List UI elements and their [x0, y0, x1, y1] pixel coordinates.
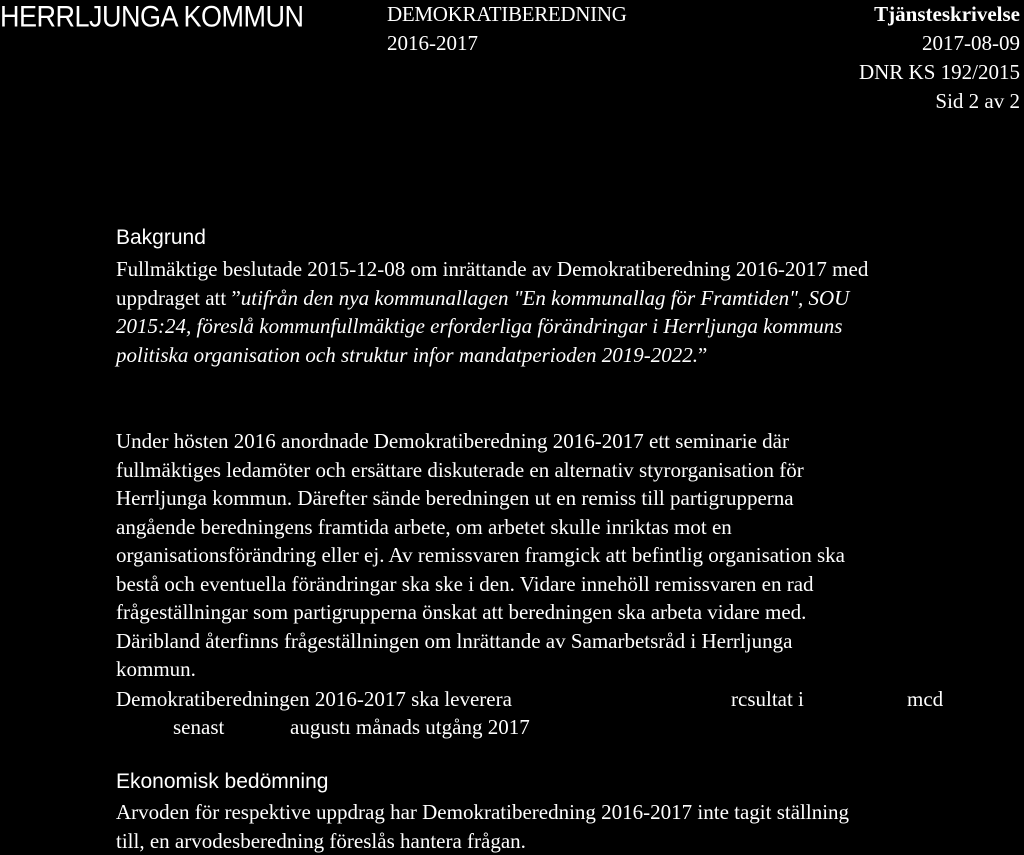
deliverable-fragment: rcsultat i [731, 687, 804, 711]
document-meta [859, 0, 1020, 116]
paragraph-decision [116, 255, 868, 369]
quoted-assignment: utifrån den nya kommunallagen "En kommunallag för Framtiden", SOU [240, 285, 850, 310]
department-period: 2016-2017 [387, 31, 478, 55]
paragraph-economy [116, 798, 849, 855]
text-segment: ” [697, 342, 708, 367]
paragraph-line: organisationsförändring eller ej. Av remissvaren framgick att befintlig organisation ska [116, 543, 845, 567]
document-dnr: DNR KS 192/2015 [858, 60, 1020, 84]
paragraph-line [116, 341, 868, 370]
paragraph-line [116, 284, 868, 313]
paragraph-line: Arvoden för respektive uppdrag har Demokratiberedning 2016-2017 inte tagit ställning [116, 800, 850, 824]
department-name: DEMOKRATIBEREDNING [387, 2, 627, 26]
paragraph-line: frågeställningar som partigrupperna önskat att beredningen ska arbeta vidare med. [116, 600, 807, 624]
quoted-assignment: politiska organisation och struktur infor mandatperioden 2019-2022. [116, 342, 698, 367]
text-segment: uppdraget att ” [116, 285, 241, 310]
paragraph-line: Herrljunga kommun. Därefter sände beredningen ut en remiss till partigrupperna [116, 486, 794, 510]
deliverable-fragment: augustı månads utgång 2017 [290, 715, 530, 739]
paragraph-line: Under hösten 2016 anordnade Demokratiberedning 2016-2017 ett seminarie där [116, 429, 789, 453]
deliverable-line-1: Demokratiberedningen 2016-2017 ska leverera [116, 687, 512, 711]
deliverable-fragment: mcd [907, 687, 944, 711]
paragraph-line: fullmäktiges ledamöter och ersättare diskuterade en alternativ styrorganisation för [116, 457, 804, 482]
paragraph-line: Fullmäktige beslutade 2015-12-08 om inrättande av Demokratiberedning 2016-2017 med [116, 257, 869, 281]
deliverable-fragment: senast [173, 715, 225, 739]
document-date: 2017-08-09 [922, 31, 1020, 55]
paragraph-line: Däribland återfinns frågeställningen om lnrättande av Samarbetsråd i Herrljunga [116, 628, 793, 653]
paragraph-line: bestå och eventuella förändringar ska ske i den. Vidare innehöll remissvaren en rad [116, 571, 814, 596]
paragraph-seminar [116, 427, 845, 684]
department-block [387, 0, 627, 58]
document-type: Tjänsteskrivelse [874, 2, 1020, 26]
paragraph-line: angående beredningens framtida arbete, om arbetet skulle inriktas mot en [116, 514, 732, 539]
paragraph-line: till, en arvodesberedning föreslås hantera frågan. [116, 828, 526, 853]
quoted-assignment: 2015:24, föreslå kommunfullmäktige erforderliga förändringar i Herrljunga kommuns [116, 314, 843, 338]
section-heading-ekonomisk: Ekonomisk bedömning [116, 770, 329, 793]
section-heading-bakgrund: Bakgrund [116, 226, 206, 249]
municipality-logo-text: HERRLJUNGA KOMMUN [0, 0, 304, 33]
page-number: Sid 2 av 2 [935, 89, 1020, 113]
paragraph-line: kommun. [116, 657, 196, 681]
